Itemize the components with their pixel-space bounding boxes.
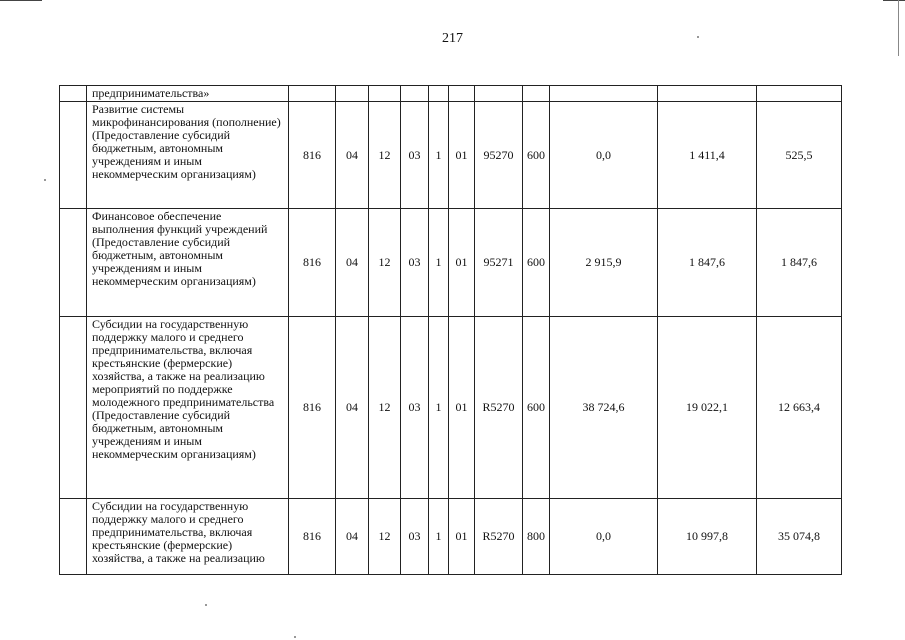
amount-1-cell: 38 724,6 [550, 317, 658, 499]
amount-2-cell: 1 847,6 [658, 209, 757, 317]
event-code-cell: 01 [449, 102, 475, 209]
section-code-cell: 04 [336, 499, 369, 575]
direction-code-cell: 95270 [475, 102, 523, 209]
subprogram-code-cell: 1 [429, 102, 449, 209]
budget-table [59, 85, 842, 575]
amount-3-cell: 35 074,8 [757, 499, 842, 575]
ministry-code-cell: 816 [289, 102, 336, 209]
subsection-code-cell: 12 [369, 209, 401, 317]
table-row [60, 317, 842, 499]
amount-2-cell: 10 997,8 [658, 499, 757, 575]
amount-3-cell: 12 663,4 [757, 317, 842, 499]
expense-type-cell: 600 [523, 102, 550, 209]
section-code-cell: 04 [336, 317, 369, 499]
expense-type-cell: 600 [523, 209, 550, 317]
program-code-cell [401, 86, 429, 102]
event-code-cell: 01 [449, 209, 475, 317]
description-cell: Субсидии на государственную поддержку малого и среднего предпринимательства, включая крестьянские (фермерские) хозяйства, а также на реализацию [87, 499, 289, 575]
scan-edge-mark [0, 0, 42, 1]
description-cell: предпринимательства» [87, 86, 289, 102]
subprogram-code-cell: 1 [429, 209, 449, 317]
amount-2-cell [658, 86, 757, 102]
description-cell: Развитие системы микрофинансирования (пополнение) (Предоставление субсидий бюджетным, автономным учреждениям и иным некоммерческим организациям) [87, 102, 289, 209]
subprogram-code-cell: 1 [429, 317, 449, 499]
amount-3-cell: 1 847,6 [757, 209, 842, 317]
direction-code-cell: R5270 [475, 317, 523, 499]
subprogram-code-cell [429, 86, 449, 102]
amount-1-cell: 0,0 [550, 499, 658, 575]
page-number: 217 [442, 31, 463, 46]
scan-speck [44, 179, 46, 181]
event-code-cell [449, 86, 475, 102]
row-number-cell [60, 499, 87, 575]
direction-code-cell [475, 86, 523, 102]
event-code-cell: 01 [449, 317, 475, 499]
row-number-cell [60, 317, 87, 499]
section-code-cell: 04 [336, 102, 369, 209]
amount-3-cell: 525,5 [757, 102, 842, 209]
table-row [60, 86, 842, 102]
scan-edge-mark [898, 0, 899, 56]
row-number-cell [60, 102, 87, 209]
program-code-cell: 03 [401, 102, 429, 209]
section-code-cell: 04 [336, 209, 369, 317]
subsection-code-cell: 12 [369, 499, 401, 575]
section-code-cell [336, 86, 369, 102]
amount-2-cell: 1 411,4 [658, 102, 757, 209]
subsection-code-cell: 12 [369, 102, 401, 209]
expense-type-cell: 600 [523, 317, 550, 499]
direction-code-cell: 95271 [475, 209, 523, 317]
ministry-code-cell: 816 [289, 317, 336, 499]
subsection-code-cell: 12 [369, 317, 401, 499]
direction-code-cell: R5270 [475, 499, 523, 575]
expense-type-cell: 800 [523, 499, 550, 575]
description-cell: Субсидии на государственную поддержку малого и среднего предпринимательства, включая крестьянские (фермерские) хозяйства, а также на реализацию мероприятий по поддержке молодежного предпринимательства (Предоставление субсидий бюджетным, автономным учреждениям и иным некоммерческим организациям) [87, 317, 289, 499]
ministry-code-cell: 816 [289, 209, 336, 317]
program-code-cell: 03 [401, 209, 429, 317]
table-row [60, 102, 842, 209]
ministry-code-cell: 816 [289, 499, 336, 575]
program-code-cell: 03 [401, 317, 429, 499]
subsection-code-cell [369, 86, 401, 102]
ministry-code-cell [289, 86, 336, 102]
table-row [60, 209, 842, 317]
amount-3-cell [757, 86, 842, 102]
row-number-cell [60, 209, 87, 317]
amount-2-cell: 19 022,1 [658, 317, 757, 499]
expense-type-cell [523, 86, 550, 102]
amount-1-cell [550, 86, 658, 102]
description-cell: Финансовое обеспечение выполнения функций учреждений (Предоставление субсидий бюджетным, автономным учреждениям и иным некоммерческим организациям) [87, 209, 289, 317]
row-number-cell [60, 86, 87, 102]
scan-speck [205, 604, 207, 606]
event-code-cell: 01 [449, 499, 475, 575]
amount-1-cell: 0,0 [550, 102, 658, 209]
scan-edge-mark [883, 0, 905, 1]
subprogram-code-cell: 1 [429, 499, 449, 575]
amount-1-cell: 2 915,9 [550, 209, 658, 317]
table-row [60, 499, 842, 575]
program-code-cell: 03 [401, 499, 429, 575]
scan-speck [294, 636, 296, 638]
